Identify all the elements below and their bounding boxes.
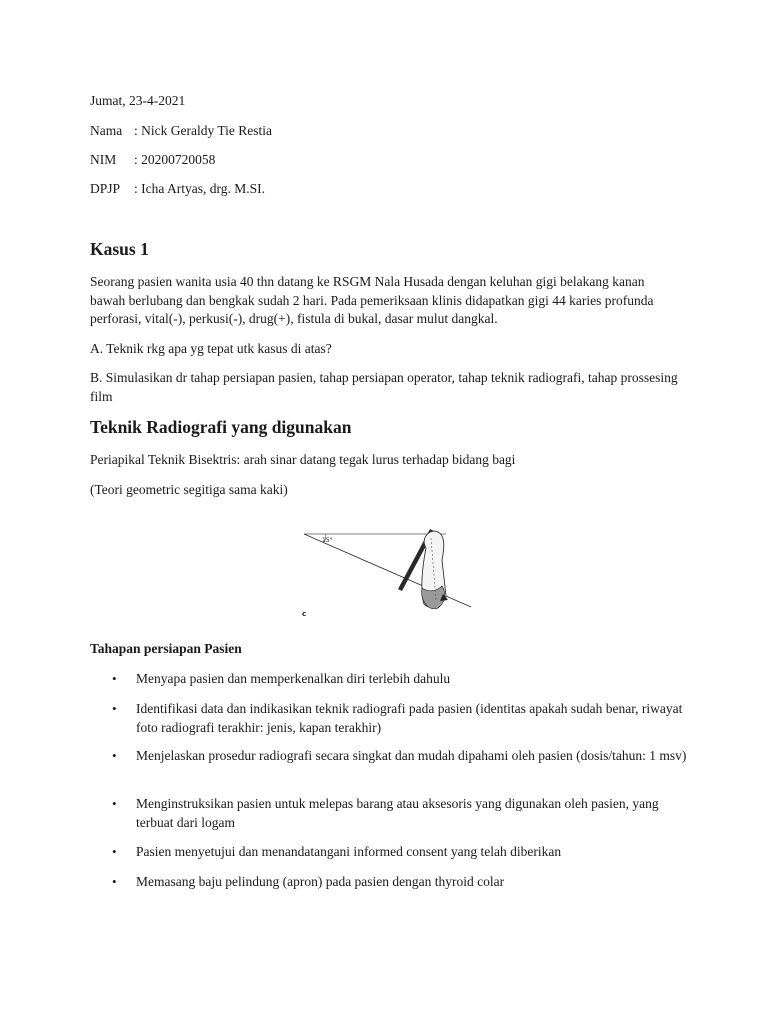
name-label: Nama — [90, 123, 123, 138]
technique-title: Teknik Radiografi yang digunakan — [90, 417, 352, 437]
list-item-text: Menjelaskan prosedur radiografi secara singkat dan mudah dipahami oleh pasien (dosis/tahun: 1 msv) — [136, 748, 687, 763]
bullet-icon: • — [112, 671, 117, 686]
date-line: Jumat, 23-4-2021 — [90, 93, 186, 108]
list-item-text: Menyapa pasien dan memperkenalkan diri terlebih dahulu — [136, 671, 451, 686]
question-a: A. Teknik rkg apa yg tepat utk kasus di atas? — [90, 341, 332, 356]
bullet-icon: • — [112, 844, 117, 859]
case-description: Seorang pasien wanita usia 40 thn datang ke RSGM Nala Husada dengan keluhan gigi belakang kanan bawah berlubang dan bengkak sudah 2 hari. Pada pemeriksaan klinis didapatkan gigi 44 karies profunda perforasi, vital(-), perkusi(-), drug(+), fistula di bukal, dasar mulut dangkal. — [90, 274, 654, 326]
technique-theory: (Teori geometric segitiga sama kaki) — [90, 482, 288, 497]
bullet-icon: • — [112, 748, 117, 763]
patient-prep-title: Tahapan persiapan Pasien — [90, 641, 242, 656]
nim-value: : 20200720058 — [134, 152, 216, 167]
list-item-text: Pasien menyetujui dan menandatangani informed consent yang telah diberikan — [136, 844, 562, 859]
nim-label: NIM — [90, 152, 117, 167]
bisecting-diagram — [296, 508, 476, 624]
bullet-icon: • — [112, 701, 117, 716]
dpjp-value: : Icha Artyas, drg. M.SI. — [134, 181, 265, 196]
question-b: B. Simulasikan dr tahap persiapan pasien, tahap persiapan operator, tahap teknik radiografi, tahap prossesing film — [90, 370, 678, 404]
technique-description: Periapikal Teknik Bisektris: arah sinar datang tegak lurus terhadap bidang bagi — [90, 452, 516, 467]
angle-label: 15° — [322, 537, 333, 544]
case-title: Kasus 1 — [90, 239, 149, 259]
list-item-text: Identifikasi data dan indikasikan teknik radiografi pada pasien (identitas apakah sudah benar, riwayat foto radiografi terakhir: jenis, kapan terakhir) — [136, 701, 683, 735]
list-item-text: Menginstruksikan pasien untuk melepas barang atau aksesoris yang digunakan oleh pasien, yang terbuat dari logam — [136, 796, 659, 830]
bullet-icon: • — [112, 874, 117, 889]
name-value: : Nick Geraldy Tie Restia — [134, 123, 272, 138]
bullet-icon: • — [112, 796, 117, 811]
figure-caption: c — [302, 610, 307, 618]
dpjp-label: DPJP — [90, 181, 121, 196]
bisecting-technique-figure — [296, 508, 476, 624]
list-item-text: Memasang baju pelindung (apron) pada pasien dengan thyroid colar — [136, 874, 505, 889]
